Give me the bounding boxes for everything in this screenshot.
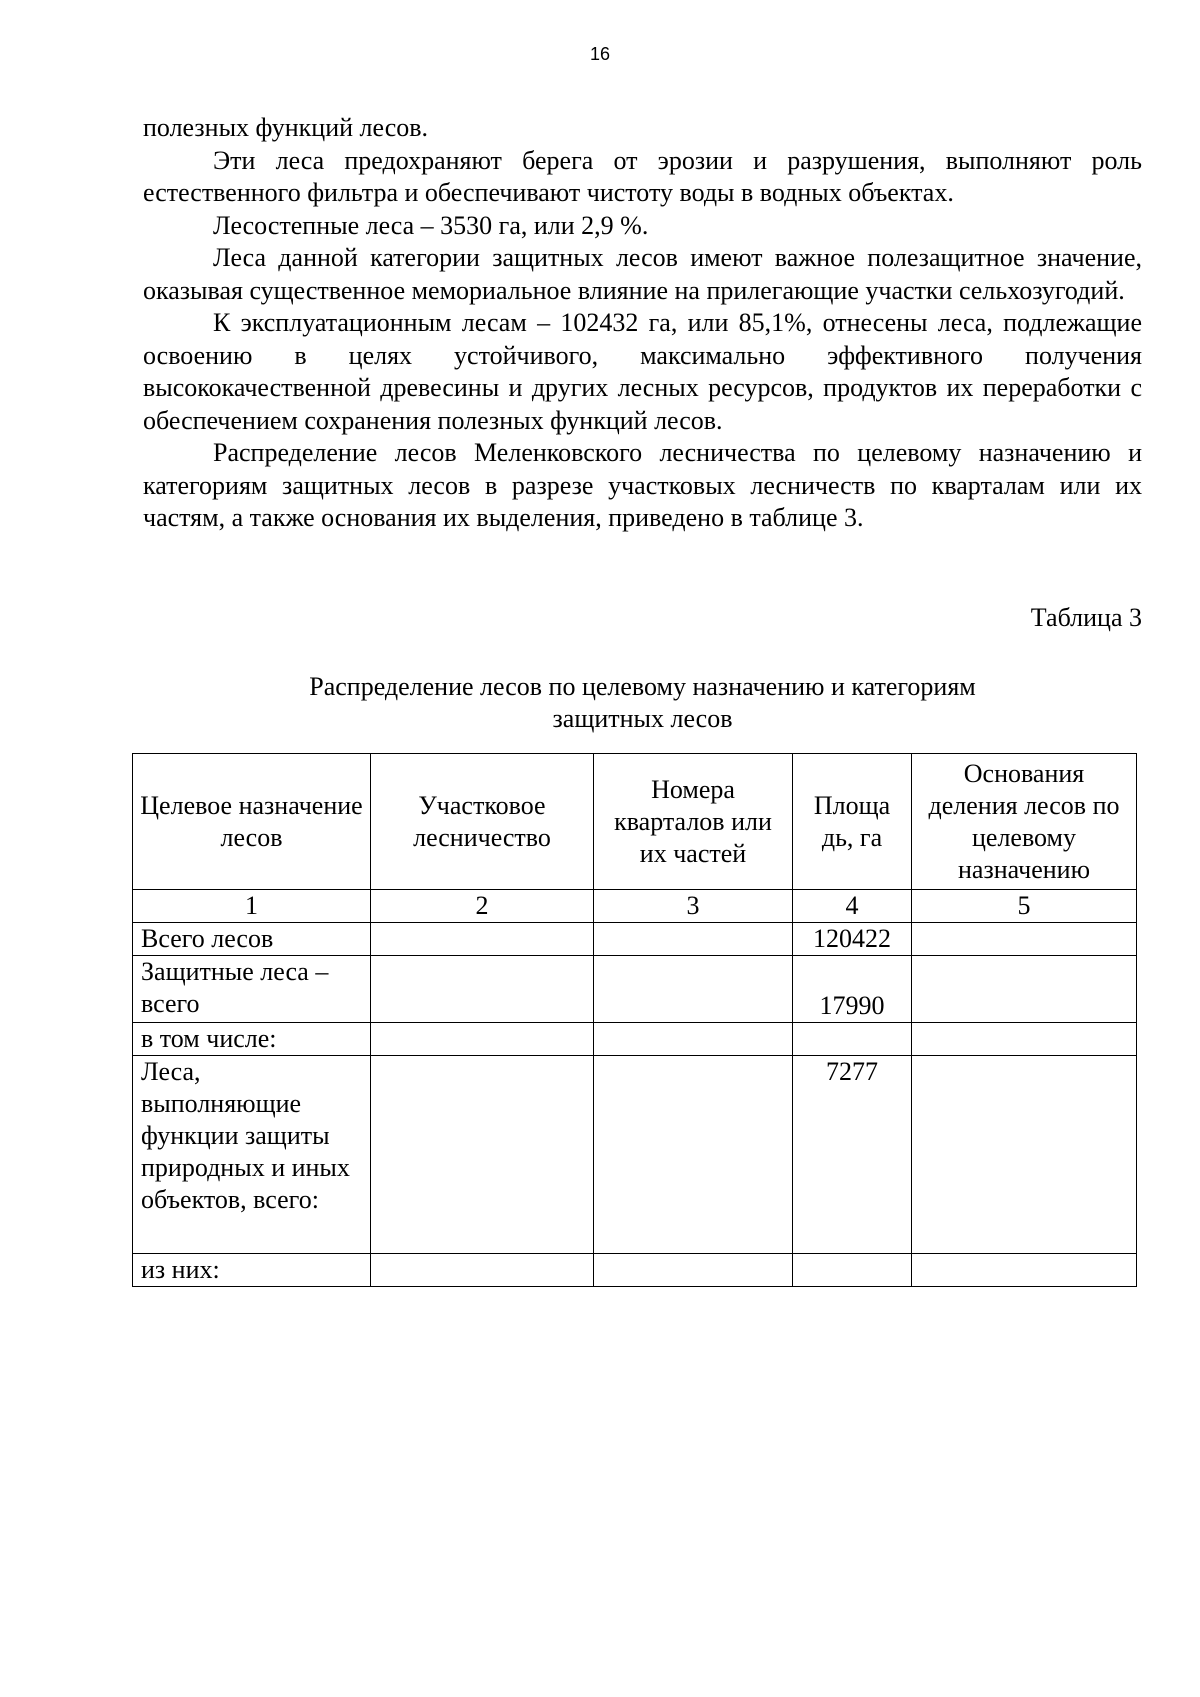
cell-purpose: в том числе: — [133, 1023, 371, 1056]
column-number: 5 — [912, 890, 1137, 923]
cell-purpose: Всего лесов — [133, 923, 371, 956]
body-text — [143, 112, 1142, 535]
cell-area: 120422 — [793, 923, 912, 956]
cell-quarters — [594, 1023, 793, 1056]
paragraph: К эксплуатационным лесам – 102432 га, или 85,1%, отнесены леса, подлежащие освоению в целях устойчивого, максимально эффективного получения высококачественной древесины и других лесных ресурсов, продуктов их переработки с обеспечением сохранения полезных функций лесов. — [143, 308, 1142, 435]
table-title-line: Распределение лесов по целевому назначению и категориям — [309, 672, 976, 701]
cell-quarters — [594, 1254, 793, 1287]
cell-basis — [912, 956, 1137, 1023]
table-header-row — [133, 754, 1137, 890]
cell-area: 17990 — [793, 956, 912, 1023]
cell-purpose: из них: — [133, 1254, 371, 1287]
cell-district — [371, 956, 594, 1023]
cell-purpose: Защитные леса – всего — [133, 956, 371, 1023]
header-purpose: Целевое назначение лесов — [133, 754, 371, 890]
cell-area: 7277 — [793, 1056, 912, 1254]
cell-basis — [912, 1023, 1137, 1056]
paragraph: Распределение лесов Меленковского лесничества по целевому назначению и категориям защитных лесов в разрезе участковых лесничеств по кварталам или их частям, а также основания их выделения, приведено в таблице 3. — [143, 438, 1142, 532]
cell-district — [371, 1023, 594, 1056]
cell-basis — [912, 1254, 1137, 1287]
cell-basis — [912, 1056, 1137, 1254]
forest-distribution-table — [132, 753, 1137, 1287]
cell-area — [793, 1254, 912, 1287]
cell-quarters — [594, 956, 793, 1023]
paragraph: Лесостепные леса – 3530 га, или 2,9 %. — [213, 210, 649, 240]
header-district: Участковое лесничество — [371, 754, 594, 890]
column-number: 4 — [793, 890, 912, 923]
column-number: 2 — [371, 890, 594, 923]
column-number: 3 — [594, 890, 793, 923]
cell-district — [371, 1056, 594, 1254]
table-title-line: защитных лесов — [552, 704, 733, 733]
table-row — [133, 1254, 1137, 1287]
header-quarters: Номера кварталов или их частей — [594, 754, 793, 890]
cell-district — [371, 923, 594, 956]
cell-area — [793, 1023, 912, 1056]
table-row — [133, 956, 1137, 1023]
header-basis: Основания деления лесов по целевому назначению — [912, 754, 1137, 890]
table-title — [143, 671, 1142, 735]
paragraph: Леса данной категории защитных лесов имеют важное полезащитное значение, оказывая существенное мемориальное влияние на прилегающие участки сельхозугодий. — [143, 243, 1142, 305]
header-area: Площа дь, га — [793, 754, 912, 890]
table-row — [133, 1023, 1137, 1056]
cell-district — [371, 1254, 594, 1287]
cell-basis — [912, 923, 1137, 956]
column-number-row — [133, 890, 1137, 923]
cell-purpose: Леса, выполняющие функции защиты природных и иных объектов, всего: — [133, 1056, 371, 1254]
table-row — [133, 923, 1137, 956]
cell-quarters — [594, 1056, 793, 1254]
paragraph-continuation: полезных функций лесов. — [143, 113, 429, 142]
page-number: 16 — [589, 44, 611, 64]
paragraph: Эти леса предохраняют берега от эрозии и разрушения, выполняют роль естественного фильтра и обеспечивают чистоту воды в водных объектах. — [143, 145, 1142, 207]
cell-quarters — [594, 923, 793, 956]
table-label: Таблица 3 — [1030, 603, 1142, 632]
table-row — [133, 1056, 1137, 1254]
column-number: 1 — [133, 890, 371, 923]
